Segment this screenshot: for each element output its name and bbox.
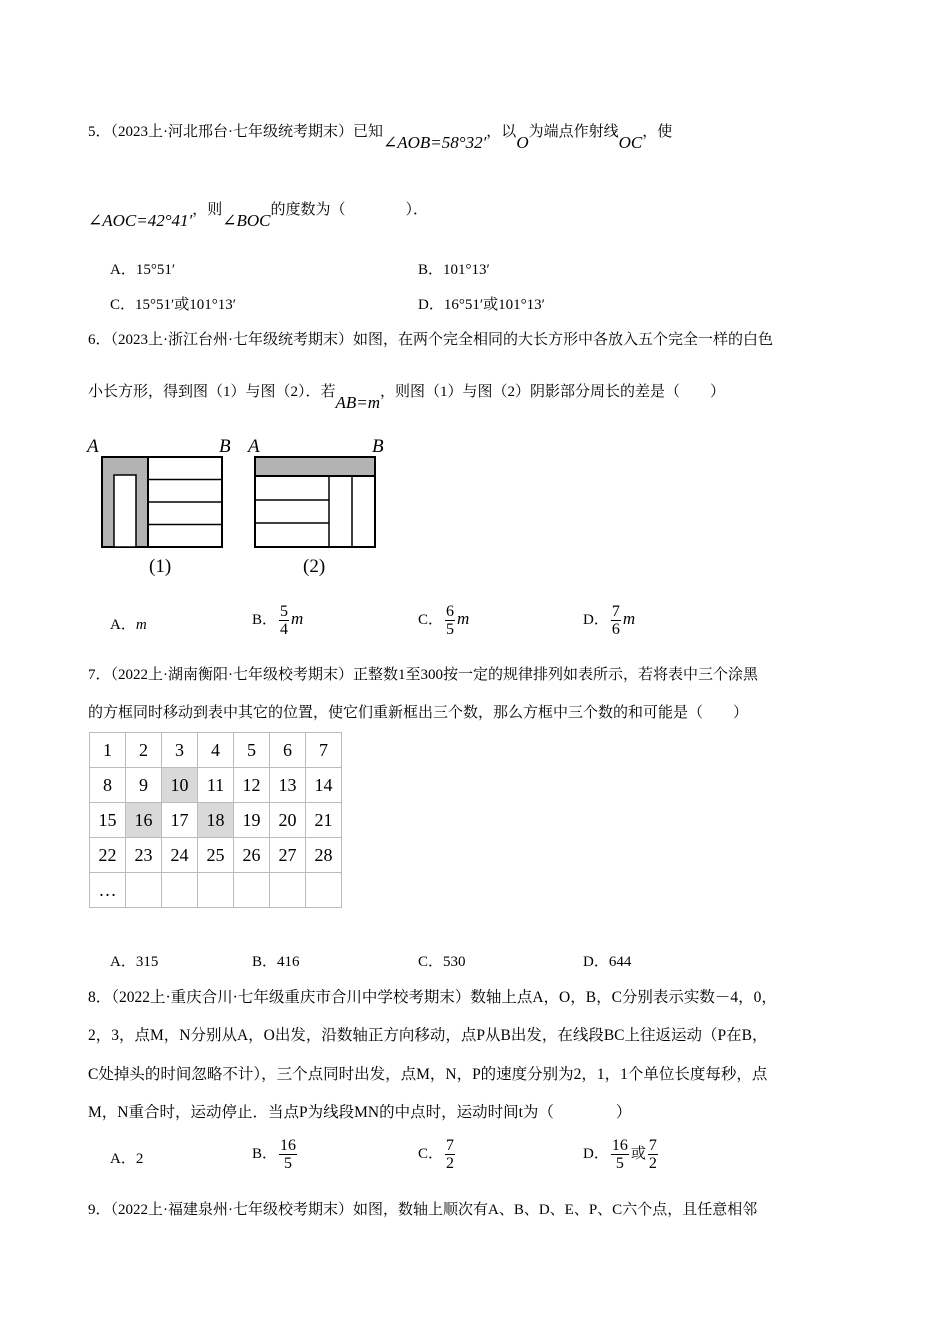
question-text: 2，3，点M，N分别从A，O出发，沿数轴正方向移动，点P从B出发，在线段BC上往返运动（P在B， [88,1027,768,1044]
q6-figure [85,432,385,582]
option-label: C． [418,611,444,628]
figure-2 [255,457,375,547]
table-cell: 21 [306,803,342,838]
math-expr: AB=m [335,393,381,412]
option-label: A． [110,262,136,278]
option-value: 416 [277,954,300,970]
table-cell: 23 [126,838,162,873]
fraction [445,603,455,638]
figure-1 [102,457,222,547]
denominator: 5 [615,1155,624,1172]
question-text: M，N重合时，运动停止．当点P为线段MN的中点时，运动时间t为（ ） [88,1104,632,1121]
q8-line4 [88,1100,631,1122]
option-label: C． [110,297,136,313]
question-text: 的方框同时移动到表中其它的位置，使它们重新框出三个数，那么方框中三个数的和可能是（ ） [88,705,749,721]
fraction [611,603,621,638]
q5-option-b[interactable] [418,258,490,279]
numerator: 16 [611,1137,628,1154]
option-label: C． [418,1145,444,1162]
table-cell [234,873,270,908]
table-cell: 5 [234,733,270,768]
table-cell: 13 [270,768,306,803]
label-a: A [248,436,260,457]
caption-1: (1) [149,556,172,577]
option-value: 16°51′或101°13′ [443,297,545,313]
q7-line1 [88,663,758,684]
text: ，则 [192,202,223,218]
fraction [648,1137,658,1172]
denominator: 2 [648,1155,657,1172]
text: ，使 [642,124,673,140]
label-b: B [219,436,231,457]
table-cell: 8 [90,768,126,803]
numerator: 7 [648,1137,657,1154]
table-cell [306,873,342,908]
question-text: C处掉头的时间忽略不计），三个点同时出发，点M，N，P的速度分别为2，1，1个单位长度每秒，点 [88,1066,768,1083]
q7-line2 [88,701,748,722]
table-cell: 25 [198,838,234,873]
text: 为端点作射线 [528,124,619,140]
denominator: 5 [284,1155,293,1172]
table-cell: 1 [90,733,126,768]
q8-option-d[interactable] [583,1137,660,1172]
q6-option-a[interactable] [110,613,147,634]
table-cell: 20 [270,803,306,838]
math-expr: ∠BOC [222,211,271,230]
table-cell: 6 [270,733,306,768]
table-cell: 9 [126,768,162,803]
q8-line1 [88,985,777,1007]
table-cell: 7 [306,733,342,768]
table-cell: 15 [90,803,126,838]
question-text: （2022上·湖南衡阳·七年级校考期末）正整数1至300按一定的规律排列如表所示，若将表中三个涂黑 [110,667,759,683]
question-text: （2022上·福建泉州·七年级校考期末）如图，数轴上顺次有A、B、D、E、P、C六个点，且任意相邻 [110,1202,758,1218]
table-cell: 12 [234,768,270,803]
question-number: 8． [88,989,112,1006]
option-label: B． [252,954,278,970]
question-number: 5． [88,124,111,140]
q7-option-b[interactable] [252,950,300,971]
table-cell: 11 [198,768,234,803]
table-cell [162,873,198,908]
table-cell: … [90,873,126,908]
math-expr: ∠AOC=42°41′ [88,211,193,230]
fraction [445,1137,455,1172]
text: 的度数为（ ）． [270,202,429,218]
question-number: 7． [88,667,111,683]
number-table [89,732,342,908]
option-label: B． [252,611,278,628]
denominator: 5 [446,621,455,638]
table-cell [198,873,234,908]
option-value: 530 [443,954,466,970]
option-value: 2 [135,1151,144,1167]
q5-option-d[interactable] [418,293,545,314]
option-label: D． [583,954,609,970]
numerator: 7 [446,1137,455,1154]
option-value: m [135,617,147,633]
denominator: 6 [611,621,620,638]
q6-option-d[interactable] [583,603,635,638]
table-cell [270,873,306,908]
option-label: D． [418,297,444,313]
q8-option-b[interactable] [252,1137,299,1172]
option-label: D． [583,1145,609,1162]
numerator: 5 [280,603,289,620]
math-expr: O [516,133,529,152]
math-expr: OC [618,133,643,152]
option-value: 15°51′或101°13′ [135,297,237,313]
numerator: 6 [446,603,455,620]
text: 小长方形，得到图（1）与图（2）．若 [88,384,336,400]
numerator: 7 [611,603,620,620]
label-b: B [372,436,384,457]
q6-line2 [88,380,726,412]
table-row [90,733,342,768]
caption-2: (2) [303,556,326,577]
q8-option-a[interactable] [110,1147,143,1168]
table-cell: 26 [234,838,270,873]
table-cell: 24 [162,838,198,873]
variable: m [622,608,636,628]
question-text: （2023上·浙江台州·七年级统考期末）如图，在两个完全相同的大长方形中各放入五个完全一样的白色 [110,332,774,348]
table-cell: 28 [306,838,342,873]
option-label: B． [418,262,444,278]
table-cell: 4 [198,733,234,768]
question-source: （2023上·河北邢台·七年级统考期末）已知 [110,124,384,140]
q7-option-a[interactable] [110,950,158,971]
option-value: 101°13′ [443,262,490,278]
highlighted-cell: 18 [198,803,234,838]
option-label: A． [110,1151,136,1167]
table-cell: 2 [126,733,162,768]
highlighted-cell: 10 [162,768,198,803]
option-value: 15°51′ [135,262,176,278]
q8-option-c[interactable] [418,1137,457,1172]
table-cell: 19 [234,803,270,838]
option-value: 315 [135,954,159,970]
table-cell: 14 [306,768,342,803]
q6-option-c[interactable] [418,603,469,638]
q7-option-c[interactable] [418,950,466,971]
variable: m [291,608,304,628]
table-cell: 22 [90,838,126,873]
q6-option-b[interactable] [252,603,303,638]
table-cell: 17 [162,803,198,838]
q5-option-c[interactable] [110,293,236,314]
question-number: 9． [88,1202,111,1218]
table-cell: 27 [270,838,306,873]
q8-line3 [88,1062,767,1084]
option-label: A． [110,954,136,970]
text: ，以 [486,124,517,140]
q7-option-d[interactable] [583,950,631,971]
option-label: A． [110,617,136,633]
fraction [279,603,289,638]
q5-line1 [88,120,673,152]
math-expr: ∠AOB=58°32′ [383,133,487,152]
or-text: 或 [630,1145,646,1162]
denominator: 4 [280,621,289,638]
table-row [90,803,342,838]
q5-line2 [88,198,429,230]
numerator: 16 [280,1137,297,1154]
variable: m [457,608,470,628]
table-row [90,873,342,908]
q5-option-a[interactable] [110,258,175,279]
q9-line1 [88,1198,757,1219]
question-text: （2022上·重庆合川·七年级重庆市合川中学校考期末）数轴上点A，O，B，C分别表示实数－4，0， [111,989,777,1006]
fraction [279,1137,297,1172]
table-cell [126,873,162,908]
option-label: C． [418,954,444,970]
option-label: D． [583,611,609,628]
table-cell: 3 [162,733,198,768]
option-value: 644 [608,954,632,970]
table-row [90,768,342,803]
q8-line2 [88,1023,767,1045]
question-number: 6． [88,332,111,348]
label-a: A [87,436,99,457]
highlighted-cell: 16 [126,803,162,838]
fraction [611,1137,629,1172]
table-row [90,838,342,873]
option-label: B． [252,1145,278,1162]
text: ，则图（1）与图（2）阴影部分周长的差是（ ） [380,384,726,400]
q6-line1 [88,328,773,349]
denominator: 2 [446,1155,455,1172]
